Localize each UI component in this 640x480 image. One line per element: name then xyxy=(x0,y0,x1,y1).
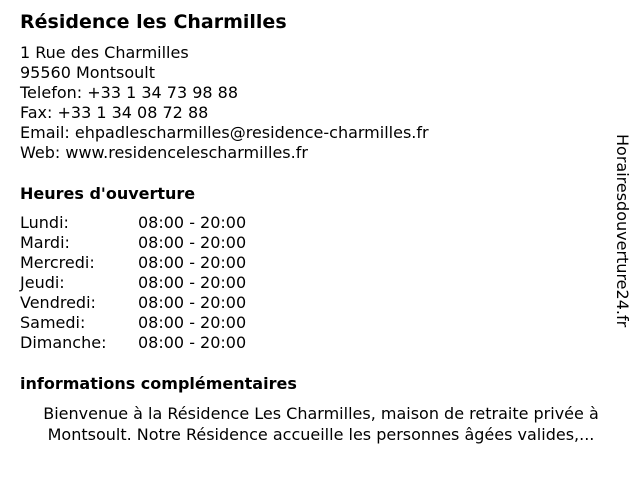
hours-row-monday xyxy=(20,213,280,233)
hours-row-tuesday xyxy=(20,233,280,253)
hours-row-thursday xyxy=(20,273,280,293)
hours-row-friday xyxy=(20,293,280,313)
time-range: 08:00 - 20:00 xyxy=(138,213,247,232)
time-range: 08:00 - 20:00 xyxy=(138,253,247,272)
site-watermark: Horairesdouverture24.fr xyxy=(613,134,632,328)
opening-hours-heading: Heures d'ouverture xyxy=(20,184,196,203)
day-label: Dimanche: xyxy=(20,333,107,352)
time-range: 08:00 - 20:00 xyxy=(138,233,247,252)
city-address: 95560 Montsoult xyxy=(20,63,155,82)
time-range: 08:00 - 20:00 xyxy=(138,273,247,292)
day-label: Lundi: xyxy=(20,213,69,232)
day-label: Mercredi: xyxy=(20,253,95,272)
business-name: Résidence les Charmilles xyxy=(20,11,287,33)
time-range: 08:00 - 20:00 xyxy=(138,313,247,332)
hours-row-wednesday xyxy=(20,253,280,273)
hours-row-saturday xyxy=(20,313,280,333)
day-label: Samedi: xyxy=(20,313,86,332)
time-range: 08:00 - 20:00 xyxy=(138,333,247,352)
day-label: Mardi: xyxy=(20,233,70,252)
time-range: 08:00 - 20:00 xyxy=(138,293,247,312)
fax-number: Fax: +33 1 34 08 72 88 xyxy=(20,103,209,122)
hours-row-sunday xyxy=(20,333,280,353)
phone-number: Telefon: +33 1 34 73 98 88 xyxy=(20,83,239,102)
day-label: Vendredi: xyxy=(20,293,96,312)
email-address: Email: ehpadlescharmilles@residence-charmilles.fr xyxy=(20,123,429,142)
contact-details xyxy=(20,43,429,163)
day-label: Jeudi: xyxy=(20,273,65,292)
opening-hours-table xyxy=(20,213,280,353)
additional-info-heading: informations complémentaires xyxy=(20,374,297,393)
description-text: Bienvenue à la Résidence Les Charmilles, maison de retraite privée à Montsoult. Notre Résidence accueille les personnes âgées valides,... xyxy=(43,404,599,444)
website-address: Web: www.residencelescharmilles.fr xyxy=(20,143,308,162)
street-address: 1 Rue des Charmilles xyxy=(20,43,189,62)
